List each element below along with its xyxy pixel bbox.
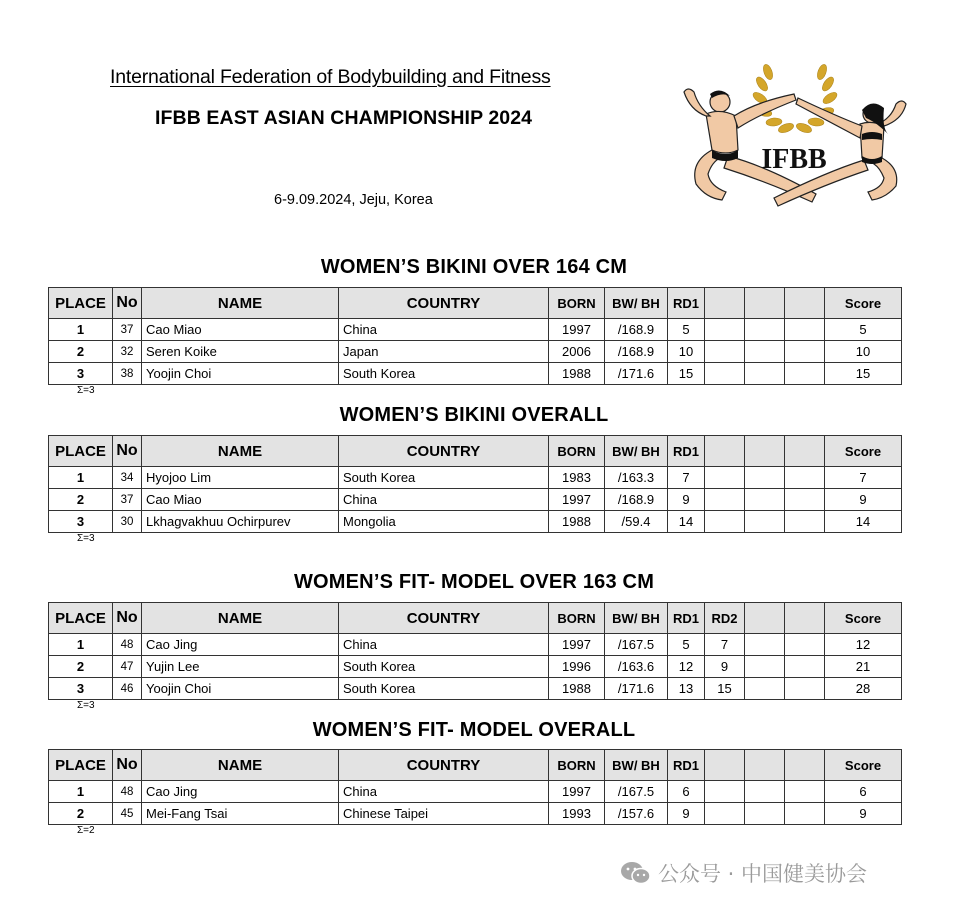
empty-cell: [785, 319, 825, 341]
column-header: COUNTRY: [339, 750, 549, 781]
section-title: WOMEN’S FIT- MODEL OVER 163 CM: [293, 571, 655, 593]
column-header: BORN: [549, 436, 605, 467]
bw-bh-cell: /157.6: [605, 803, 668, 825]
country-cell: South Korea: [339, 656, 549, 678]
empty-cell: [785, 511, 825, 533]
empty-cell: [745, 341, 785, 363]
column-header: No: [113, 288, 142, 319]
bw-bh-cell: /163.6: [605, 656, 668, 678]
table-row: [49, 634, 902, 656]
rd2-cell: 15: [705, 678, 745, 700]
column-header: PLACE: [49, 288, 113, 319]
section-title: WOMEN’S FIT- MODEL OVERALL: [312, 719, 636, 741]
column-header: NAME: [142, 750, 339, 781]
empty-cell: [785, 489, 825, 511]
championship-title: IFBB EAST ASIAN CHAMPIONSHIP 2024: [155, 107, 533, 129]
federation-name: International Federation of Bodybuilding and Fitness: [110, 66, 551, 88]
rd1-cell: 15: [668, 363, 705, 385]
entry-count: Σ=3: [77, 385, 95, 396]
column-header: PLACE: [49, 436, 113, 467]
place-cell: 3: [49, 511, 113, 533]
date-location: 6-9.09.2024, Jeju, Korea: [274, 192, 433, 208]
column-header: [785, 436, 825, 467]
place-cell: 2: [49, 656, 113, 678]
results-table: [48, 435, 902, 533]
rd2-cell: 9: [705, 656, 745, 678]
born-cell: 1997: [549, 489, 605, 511]
column-header: [745, 603, 785, 634]
number-cell: 48: [113, 634, 142, 656]
section-title: WOMEN’S BIKINI OVERALL: [339, 404, 609, 426]
name-cell: Seren Koike: [142, 341, 339, 363]
country-cell: Mongolia: [339, 511, 549, 533]
column-header: PLACE: [49, 603, 113, 634]
bw-bh-cell: /163.3: [605, 467, 668, 489]
table-row: [49, 656, 902, 678]
entry-count: Σ=3: [77, 700, 95, 711]
rd1-cell: 6: [668, 781, 705, 803]
empty-cell: [745, 363, 785, 385]
number-cell: 46: [113, 678, 142, 700]
column-header: BW/ BH: [605, 288, 668, 319]
empty-cell: [785, 678, 825, 700]
entry-count: Σ=3: [77, 533, 95, 544]
column-header: No: [113, 750, 142, 781]
score-cell: 14: [825, 511, 902, 533]
table-row: [49, 467, 902, 489]
place-cell: 1: [49, 634, 113, 656]
place-cell: 1: [49, 467, 113, 489]
bw-bh-cell: /171.6: [605, 678, 668, 700]
rd2-cell: [705, 341, 745, 363]
name-cell: Lkhagvakhuu Ochirpurev: [142, 511, 339, 533]
name-cell: Cao Miao: [142, 489, 339, 511]
column-header: [705, 750, 745, 781]
table-row: [49, 781, 902, 803]
rd1-cell: 14: [668, 511, 705, 533]
score-cell: 9: [825, 803, 902, 825]
place-cell: 3: [49, 678, 113, 700]
score-cell: 7: [825, 467, 902, 489]
column-header: Score: [825, 750, 902, 781]
column-header: NAME: [142, 603, 339, 634]
empty-cell: [785, 363, 825, 385]
column-header: Score: [825, 436, 902, 467]
table-row: [49, 489, 902, 511]
place-cell: 2: [49, 341, 113, 363]
column-header: NAME: [142, 288, 339, 319]
wechat-icon: [620, 860, 652, 886]
born-cell: 1997: [549, 781, 605, 803]
column-header: COUNTRY: [339, 436, 549, 467]
table-row: [49, 678, 902, 700]
column-header: RD1: [668, 750, 705, 781]
number-cell: 45: [113, 803, 142, 825]
score-cell: 21: [825, 656, 902, 678]
rd2-cell: [705, 511, 745, 533]
score-cell: 6: [825, 781, 902, 803]
column-header: No: [113, 603, 142, 634]
column-header: [745, 436, 785, 467]
rd2-cell: [705, 803, 745, 825]
country-cell: Chinese Taipei: [339, 803, 549, 825]
bw-bh-cell: /168.9: [605, 489, 668, 511]
rd1-cell: 7: [668, 467, 705, 489]
born-cell: 1988: [549, 363, 605, 385]
name-cell: Cao Jing: [142, 634, 339, 656]
rd1-cell: 12: [668, 656, 705, 678]
table-row: [49, 511, 902, 533]
country-cell: South Korea: [339, 363, 549, 385]
born-cell: 1988: [549, 511, 605, 533]
entry-count: Σ=2: [77, 825, 95, 836]
column-header: No: [113, 436, 142, 467]
rd1-cell: 9: [668, 489, 705, 511]
column-header: BW/ BH: [605, 750, 668, 781]
column-header: NAME: [142, 436, 339, 467]
bw-bh-cell: /59.4: [605, 511, 668, 533]
column-header: RD2: [705, 603, 745, 634]
table-row: [49, 319, 902, 341]
column-header: [785, 750, 825, 781]
number-cell: 48: [113, 781, 142, 803]
place-cell: 2: [49, 803, 113, 825]
column-header: [705, 436, 745, 467]
empty-cell: [785, 656, 825, 678]
rd2-cell: [705, 781, 745, 803]
name-cell: Yoojin Choi: [142, 363, 339, 385]
column-header: [745, 750, 785, 781]
column-header: BW/ BH: [605, 603, 668, 634]
empty-cell: [785, 341, 825, 363]
results-table: [48, 602, 902, 700]
country-cell: South Korea: [339, 678, 549, 700]
results-table: [48, 749, 902, 825]
column-header: BORN: [549, 750, 605, 781]
empty-cell: [785, 781, 825, 803]
born-cell: 2006: [549, 341, 605, 363]
score-cell: 5: [825, 319, 902, 341]
rd2-cell: 7: [705, 634, 745, 656]
empty-cell: [785, 803, 825, 825]
name-cell: Yujin Lee: [142, 656, 339, 678]
column-header: COUNTRY: [339, 288, 549, 319]
name-cell: Cao Miao: [142, 319, 339, 341]
logo-text: IFBB: [761, 144, 827, 175]
empty-cell: [745, 803, 785, 825]
section-title: WOMEN’S BIKINI OVER 164 CM: [320, 256, 628, 278]
score-cell: 15: [825, 363, 902, 385]
table-row: [49, 363, 902, 385]
born-cell: 1997: [549, 634, 605, 656]
empty-cell: [745, 319, 785, 341]
column-header: [745, 288, 785, 319]
rd1-cell: 5: [668, 634, 705, 656]
number-cell: 37: [113, 319, 142, 341]
country-cell: South Korea: [339, 467, 549, 489]
score-cell: 9: [825, 489, 902, 511]
table-row: [49, 341, 902, 363]
country-cell: China: [339, 781, 549, 803]
number-cell: 32: [113, 341, 142, 363]
rd2-cell: [705, 467, 745, 489]
empty-cell: [745, 678, 785, 700]
watermark-text: 公众号 · 中国健美协会: [658, 862, 868, 886]
born-cell: 1983: [549, 467, 605, 489]
column-header: RD1: [668, 288, 705, 319]
rd2-cell: [705, 319, 745, 341]
born-cell: 1993: [549, 803, 605, 825]
score-cell: 28: [825, 678, 902, 700]
bw-bh-cell: /168.9: [605, 319, 668, 341]
country-cell: China: [339, 634, 549, 656]
column-header: PLACE: [49, 750, 113, 781]
column-header: [705, 288, 745, 319]
country-cell: Japan: [339, 341, 549, 363]
rd1-cell: 9: [668, 803, 705, 825]
column-header: [785, 603, 825, 634]
score-cell: 10: [825, 341, 902, 363]
name-cell: Cao Jing: [142, 781, 339, 803]
column-header: RD1: [668, 436, 705, 467]
number-cell: 34: [113, 467, 142, 489]
rd2-cell: [705, 489, 745, 511]
results-table: [48, 287, 902, 385]
place-cell: 1: [49, 781, 113, 803]
number-cell: 37: [113, 489, 142, 511]
name-cell: Hyojoo Lim: [142, 467, 339, 489]
rd2-cell: [705, 363, 745, 385]
empty-cell: [745, 656, 785, 678]
empty-cell: [745, 781, 785, 803]
score-cell: 12: [825, 634, 902, 656]
rd1-cell: 13: [668, 678, 705, 700]
column-header: [785, 288, 825, 319]
column-header: BORN: [549, 288, 605, 319]
born-cell: 1996: [549, 656, 605, 678]
number-cell: 38: [113, 363, 142, 385]
born-cell: 1997: [549, 319, 605, 341]
bw-bh-cell: /171.6: [605, 363, 668, 385]
place-cell: 1: [49, 319, 113, 341]
rd1-cell: 5: [668, 319, 705, 341]
column-header: BW/ BH: [605, 436, 668, 467]
rd1-cell: 10: [668, 341, 705, 363]
place-cell: 2: [49, 489, 113, 511]
empty-cell: [745, 467, 785, 489]
column-header: BORN: [549, 603, 605, 634]
country-cell: China: [339, 489, 549, 511]
number-cell: 30: [113, 511, 142, 533]
column-header: Score: [825, 288, 902, 319]
bw-bh-cell: /167.5: [605, 634, 668, 656]
born-cell: 1988: [549, 678, 605, 700]
name-cell: Mei-Fang Tsai: [142, 803, 339, 825]
empty-cell: [785, 467, 825, 489]
empty-cell: [785, 634, 825, 656]
watermark: [620, 858, 867, 888]
empty-cell: [745, 511, 785, 533]
column-header: RD1: [668, 603, 705, 634]
name-cell: Yoojin Choi: [142, 678, 339, 700]
ifbb-logo: [676, 58, 912, 214]
country-cell: China: [339, 319, 549, 341]
number-cell: 47: [113, 656, 142, 678]
place-cell: 3: [49, 363, 113, 385]
table-row: [49, 803, 902, 825]
column-header: Score: [825, 603, 902, 634]
empty-cell: [745, 489, 785, 511]
empty-cell: [745, 634, 785, 656]
column-header: COUNTRY: [339, 603, 549, 634]
bw-bh-cell: /167.5: [605, 781, 668, 803]
bw-bh-cell: /168.9: [605, 341, 668, 363]
